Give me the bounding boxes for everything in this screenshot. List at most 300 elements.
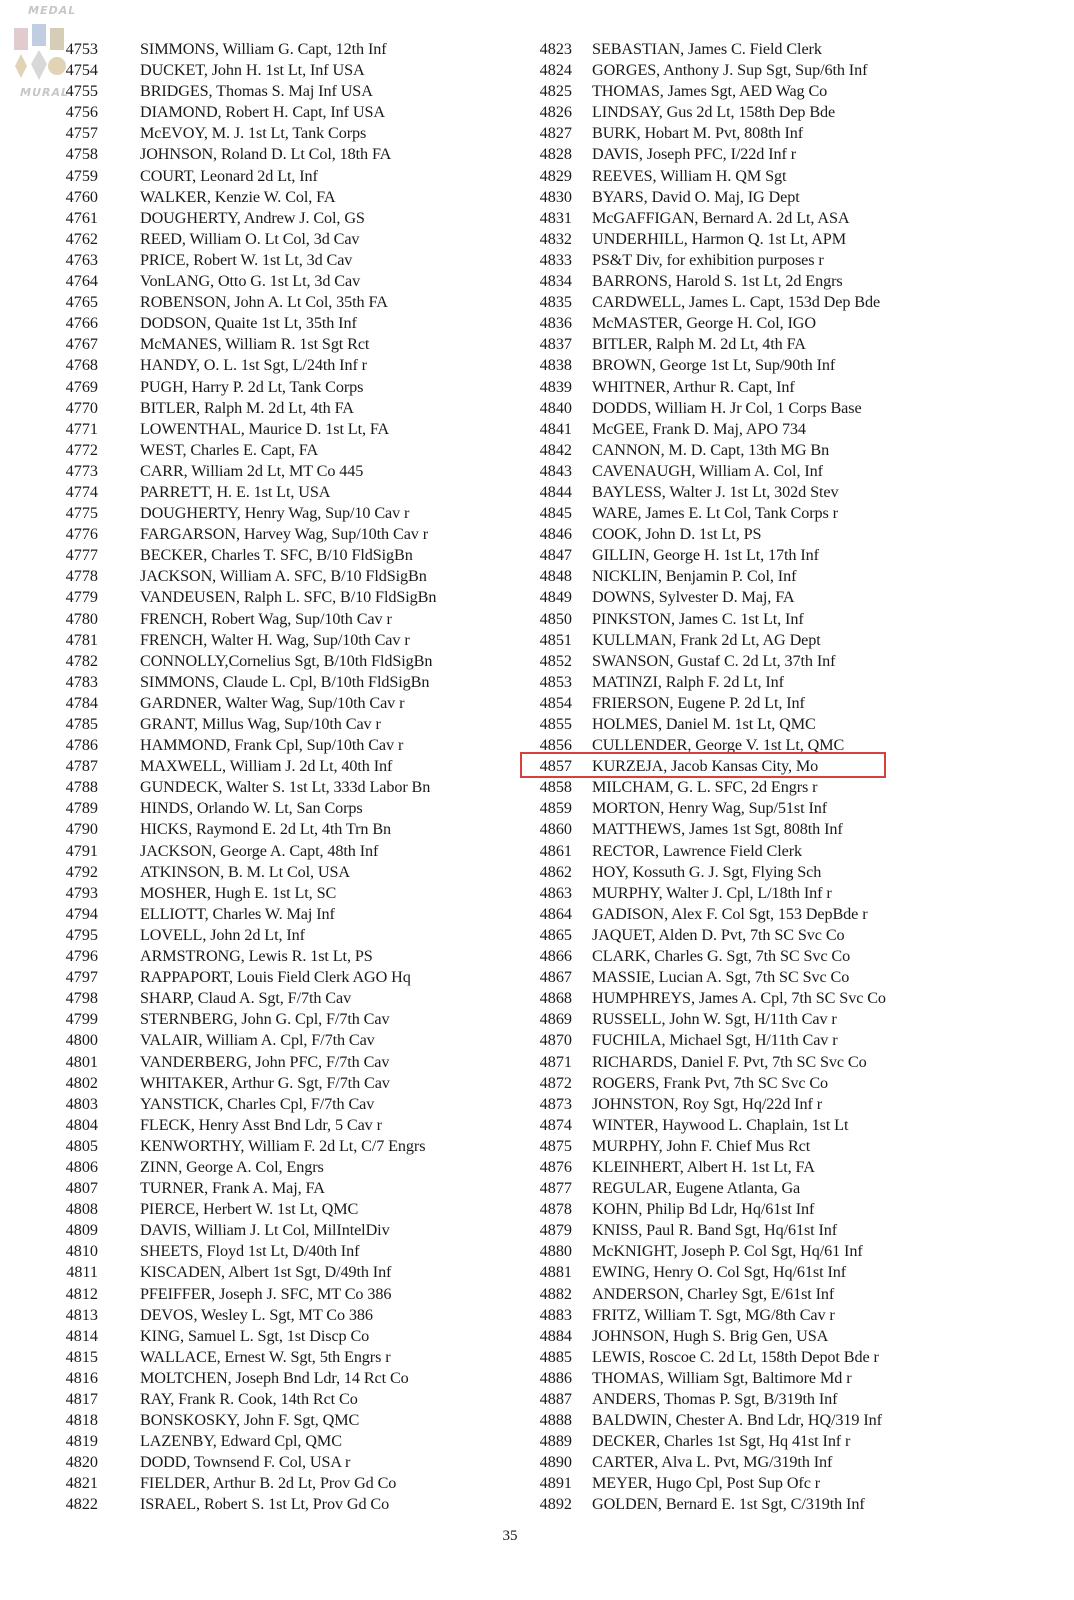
- entry-text: HOLMES, Daniel M. 1st Lt, QMC: [592, 715, 816, 733]
- entry-number: 4860: [539, 820, 572, 839]
- roster-entry: [522, 102, 962, 123]
- entry-number: 4851: [539, 630, 572, 649]
- entry-text: ANDERS, Thomas P. Sgt, B/319th Inf: [592, 1390, 838, 1408]
- roster-entry: [40, 1347, 510, 1368]
- entry-number: 4776: [65, 525, 98, 544]
- entry-text: SIMMONS, Claude L. Cpl, B/10th FldSigBn: [140, 672, 430, 691]
- roster-entry: [522, 482, 962, 503]
- roster-entry: [40, 566, 510, 587]
- entry-text: ROGERS, Frank Pvt, 7th SC Svc Co: [592, 1073, 829, 1092]
- roster-entry: [40, 187, 510, 208]
- entry-number: 4822: [65, 1495, 98, 1514]
- roster-entry: [40, 334, 510, 355]
- entry-number: 4815: [65, 1347, 98, 1366]
- entry-number: 4800: [65, 1031, 98, 1050]
- entry-text: DOUGHERTY, Henry Wag, Sup/10 Cav r: [140, 504, 410, 523]
- entry-text: GILLIN, George H. 1st Lt, 17th Inf: [592, 546, 819, 565]
- entry-number: 4839: [539, 377, 572, 396]
- entry-text: JOHNSON, Roland D. Lt Col, 18th FA: [140, 145, 392, 164]
- entry-number: 4879: [539, 1221, 572, 1240]
- entry-text: COOK, John D. 1st Lt, PS: [592, 525, 762, 544]
- entry-text: PUGH, Harry P. 2d Lt, Tank Corps: [140, 377, 364, 396]
- roster-entry: [40, 777, 510, 798]
- entry-number: 4756: [65, 103, 98, 122]
- roster-entry: [40, 904, 510, 925]
- entry-text: FRENCH, Walter H. Wag, Sup/10th Cav r: [140, 630, 410, 649]
- entry-text: STERNBERG, John G. Cpl, F/7th Cav: [140, 1010, 390, 1029]
- roster-entry: [40, 1452, 510, 1473]
- entry-number: 4810: [65, 1242, 98, 1261]
- roster-entry: [522, 1009, 962, 1030]
- roster-entry: [522, 630, 962, 651]
- roster-entry: [40, 587, 510, 608]
- roster-entry: [40, 1389, 510, 1410]
- entry-text: SWANSON, Gustaf C. 2d Lt, 37th Inf: [592, 651, 836, 670]
- roster-entry: [522, 524, 962, 545]
- entry-text: KENWORTHY, William F. 2d Lt, C/7 Engrs: [140, 1136, 426, 1155]
- roster-entry: [40, 1220, 510, 1241]
- entry-text: BECKER, Charles T. SFC, B/10 FldSigBn: [140, 546, 413, 565]
- entry-number: 4828: [539, 145, 572, 164]
- highlighted-entry-box: [520, 752, 886, 778]
- entry-text: FRENCH, Robert Wag, Sup/10th Cav r: [140, 609, 392, 628]
- entry-text: FIELDER, Arthur B. 2d Lt, Prov Gd Co: [140, 1474, 397, 1493]
- entry-number: 4809: [65, 1221, 98, 1240]
- entry-text: McGEE, Frank D. Maj, APO 734: [592, 419, 806, 438]
- entry-text: HOY, Kossuth G. J. Sgt, Flying Sch: [592, 862, 822, 881]
- entry-number: 4830: [539, 187, 572, 206]
- entry-number: 4762: [65, 229, 98, 248]
- entry-text: PINKSTON, James C. 1st Lt, Inf: [592, 609, 804, 628]
- entry-number: 4859: [539, 799, 572, 818]
- roster-entry: [40, 1326, 510, 1347]
- roster-entry: [522, 1199, 962, 1220]
- entry-number: 4785: [65, 715, 98, 733]
- entry-text: BITLER, Ralph M. 2d Lt, 4th FA: [592, 335, 806, 354]
- entry-number: 4829: [539, 166, 572, 185]
- roster-entry: [40, 419, 510, 440]
- roster-entry: [40, 946, 510, 967]
- entry-text: CARTER, Alva L. Pvt, MG/319th Inf: [592, 1453, 833, 1472]
- entry-text: ANDERSON, Charley Sgt, E/61st Inf: [592, 1284, 835, 1303]
- entry-number: 4853: [539, 672, 572, 691]
- entry-number: 4827: [539, 124, 572, 143]
- entry-number: 4801: [65, 1052, 98, 1071]
- entry-text: BROWN, George 1st Lt, Sup/90th Inf: [592, 356, 836, 375]
- entry-number: 4837: [539, 335, 572, 354]
- roster-entry: [40, 1009, 510, 1030]
- entry-text: LOWENTHAL, Maurice D. 1st Lt, FA: [140, 419, 390, 438]
- roster-entry: [522, 1178, 962, 1199]
- entry-text: MORTON, Henry Wag, Sup/51st Inf: [592, 799, 828, 818]
- entry-text: ZINN, George A. Col, Engrs: [140, 1157, 324, 1176]
- entry-number: 4836: [539, 314, 572, 333]
- entry-number: 4849: [539, 588, 572, 607]
- roster-entry: [40, 630, 510, 651]
- entry-text: HANDY, O. L. 1st Sgt, L/24th Inf r: [140, 356, 367, 375]
- roster-entry: [40, 524, 510, 545]
- entry-number: 4831: [539, 208, 572, 227]
- entry-text: UNDERHILL, Harmon Q. 1st Lt, APM: [592, 229, 846, 248]
- entry-number: 4820: [65, 1453, 98, 1472]
- roster-entry: [522, 1305, 962, 1326]
- entry-number: 4825: [539, 82, 572, 101]
- roster-entry: [522, 883, 962, 904]
- roster-entry: [40, 355, 510, 376]
- entry-number: 4845: [539, 504, 572, 523]
- entry-text: HINDS, Orlando W. Lt, San Corps: [140, 799, 363, 818]
- entry-number: 4862: [539, 862, 572, 881]
- roster-entry: [522, 1347, 962, 1368]
- entry-text: FARGARSON, Harvey Wag, Sup/10th Cav r: [140, 525, 429, 544]
- entry-number: 4813: [65, 1305, 98, 1324]
- entry-number: 4780: [65, 609, 98, 628]
- entry-number: 4766: [65, 314, 98, 333]
- entry-number: 4755: [65, 82, 98, 101]
- entry-text: WINTER, Haywood L. Chaplain, 1st Lt: [592, 1115, 849, 1134]
- entry-number: 4841: [539, 419, 572, 438]
- entry-text: THOMAS, James Sgt, AED Wag Co: [592, 82, 828, 101]
- entry-number: 4833: [539, 250, 572, 269]
- entry-text: GRANT, Millus Wag, Sup/10th Cav r: [140, 715, 381, 733]
- roster-entry: [40, 735, 510, 756]
- entry-text: WALKER, Kenzie W. Col, FA: [140, 187, 336, 206]
- roster-entry: [522, 1284, 962, 1305]
- entry-number: 4821: [65, 1474, 98, 1493]
- roster-entry: [522, 1136, 962, 1157]
- entry-text: BALDWIN, Chester A. Bnd Ldr, HQ/319 Inf: [592, 1411, 882, 1430]
- entry-text: ISRAEL, Robert S. 1st Lt, Prov Gd Co: [140, 1495, 390, 1514]
- entry-text: JOHNSTON, Roy Sgt, Hq/22d Inf r: [592, 1094, 822, 1113]
- roster-entry: [40, 651, 510, 672]
- entry-number: 4858: [539, 778, 572, 797]
- roster-entry: [522, 1473, 962, 1494]
- roster-entry: [522, 334, 962, 355]
- roster-entry: [40, 123, 510, 144]
- watermark-text-top: MEDAL: [26, 4, 78, 17]
- entry-text: GORGES, Anthony J. Sup Sgt, Sup/6th Inf: [592, 61, 868, 80]
- roster-entry: [522, 566, 962, 587]
- entry-text: SHARP, Claud A. Sgt, F/7th Cav: [140, 989, 352, 1008]
- entry-number: 4778: [65, 567, 98, 586]
- entry-number: 4823: [539, 40, 572, 58]
- entry-number: 4786: [65, 736, 98, 755]
- entry-text: WARE, James E. Lt Col, Tank Corps r: [592, 504, 838, 523]
- entry-number: 4885: [539, 1347, 572, 1366]
- entry-number: 4846: [539, 525, 572, 544]
- entry-number: 4872: [539, 1073, 572, 1092]
- entry-number: 4798: [65, 989, 98, 1008]
- entry-text: RUSSELL, John W. Sgt, H/11th Cav r: [592, 1010, 837, 1029]
- roster-entry: [522, 1030, 962, 1051]
- entry-text: JOHNSON, Hugh S. Brig Gen, USA: [592, 1326, 829, 1345]
- entry-number: 4864: [539, 904, 572, 923]
- entry-number: 4759: [65, 166, 98, 185]
- entry-text: THOMAS, William Sgt, Baltimore Md r: [592, 1368, 852, 1387]
- roster-entry: [40, 862, 510, 883]
- entry-number: 4803: [65, 1094, 98, 1113]
- entry-text: WHITNER, Arthur R. Capt, Inf: [592, 377, 795, 396]
- roster-entry: [40, 1115, 510, 1136]
- entry-number: 4826: [539, 103, 572, 122]
- roster-entry: [522, 1073, 962, 1094]
- entry-number: 4761: [65, 208, 98, 227]
- entry-text: HUMPHREYS, James A. Cpl, 7th SC Svc Co: [592, 989, 886, 1008]
- roster-entry: [40, 1410, 510, 1431]
- entry-text: LEWIS, Roscoe C. 2d Lt, 158th Depot Bde r: [592, 1347, 879, 1366]
- entry-text: MAXWELL, William J. 2d Lt, 40th Inf: [140, 757, 393, 776]
- entry-text: SEBASTIAN, James C. Field Clerk: [592, 40, 822, 58]
- entry-number: 4819: [65, 1432, 98, 1451]
- entry-number: 4847: [539, 546, 572, 565]
- entry-text: DEVOS, Wesley L. Sgt, MT Co 386: [140, 1305, 373, 1324]
- roster-entry: [40, 1284, 510, 1305]
- roster-entry: [522, 39, 962, 60]
- entry-text: McMANES, William R. 1st Sgt Rct: [140, 335, 370, 354]
- entry-number: 4794: [65, 904, 98, 923]
- entry-number: 4774: [65, 482, 98, 501]
- entry-text: REEVES, William H. QM Sgt: [592, 166, 787, 185]
- entry-text: WEST, Charles E. Capt, FA: [140, 440, 319, 459]
- roster-entry: [522, 1368, 962, 1389]
- entry-text: DOUGHERTY, Andrew J. Col, GS: [140, 208, 365, 227]
- roster-entry: [522, 313, 962, 334]
- entry-number: 4789: [65, 799, 98, 818]
- entry-text: MURPHY, John F. Chief Mus Rct: [592, 1136, 811, 1155]
- entry-text: LAZENBY, Edward Cpl, QMC: [140, 1432, 342, 1451]
- entry-number: 4867: [539, 968, 572, 987]
- entry-text: CONNOLLY,Cornelius Sgt, B/10th FldSigBn: [140, 651, 433, 670]
- entry-number: 4783: [65, 672, 98, 691]
- entry-text: WALLACE, Ernest W. Sgt, 5th Engrs r: [140, 1347, 391, 1366]
- roster-entry: [522, 1262, 962, 1283]
- roster-entry: [522, 1452, 962, 1473]
- roster-entry: [522, 60, 962, 81]
- entry-number: 4881: [539, 1263, 572, 1282]
- entry-number: 4848: [539, 567, 572, 586]
- entry-number: 4868: [539, 989, 572, 1008]
- roster-entry: [522, 398, 962, 419]
- entry-text: JACKSON, William A. SFC, B/10 FldSigBn: [140, 567, 427, 586]
- roster-entry: [522, 250, 962, 271]
- roster-entry: [522, 925, 962, 946]
- roster-entry: [40, 208, 510, 229]
- entry-number: 4769: [65, 377, 98, 396]
- roster-entry: [40, 1073, 510, 1094]
- roster-entry: [40, 967, 510, 988]
- entry-text: COURT, Leonard 2d Lt, Inf: [140, 166, 318, 185]
- entry-number: 4811: [66, 1263, 98, 1282]
- entry-text: FUCHILA, Michael Sgt, H/11th Cav r: [592, 1031, 838, 1050]
- entry-text: MILCHAM, G. L. SFC, 2d Engrs r: [592, 778, 818, 797]
- page-number: 35: [502, 1528, 518, 1544]
- entry-number: 4791: [65, 841, 98, 860]
- entry-text: DECKER, Charles 1st Sgt, Hq 41st Inf r: [592, 1432, 851, 1451]
- entry-number: 4808: [65, 1200, 98, 1219]
- roster-entry: [522, 862, 962, 883]
- roster-entry: [522, 988, 962, 1009]
- roster-entry: [522, 946, 962, 967]
- entry-number: 4768: [65, 356, 98, 375]
- entry-number: 4863: [539, 883, 572, 902]
- roster-entry: [40, 39, 510, 60]
- roster-entry: [522, 1431, 962, 1452]
- entry-text: KURZEJA, Jacob Kansas City, Mo: [592, 757, 819, 776]
- roster-entry: [522, 166, 962, 187]
- entry-number: 4852: [539, 651, 572, 670]
- entry-text: BARRONS, Harold S. 1st Lt, 2d Engrs: [592, 272, 843, 291]
- entry-text: NICKLIN, Benjamin P. Col, Inf: [592, 567, 797, 586]
- roster-entry: [40, 292, 510, 313]
- roster-entry: [40, 60, 510, 81]
- roster-entry: [522, 1220, 962, 1241]
- roster-entry: [522, 1094, 962, 1115]
- entry-text: McEVOY, M. J. 1st Lt, Tank Corps: [140, 124, 367, 143]
- roster-entry: [522, 819, 962, 840]
- entry-number: 4891: [539, 1474, 572, 1493]
- entry-text: CULLENDER, George V. 1st Lt, QMC: [592, 736, 845, 755]
- entry-text: PIERCE, Herbert W. 1st Lt, QMC: [140, 1200, 359, 1219]
- entry-number: 4889: [539, 1432, 572, 1451]
- entry-number: 4892: [539, 1495, 572, 1514]
- roster-entry: [40, 925, 510, 946]
- entry-text: FRITZ, William T. Sgt, MG/8th Cav r: [592, 1305, 835, 1324]
- entry-number: 4856: [539, 736, 572, 755]
- roster-entry: [40, 461, 510, 482]
- entry-text: GOLDEN, Bernard E. 1st Sgt, C/319th Inf: [592, 1495, 865, 1514]
- entry-number: 4802: [65, 1073, 98, 1092]
- entry-text: CLARK, Charles G. Sgt, 7th SC Svc Co: [592, 947, 851, 966]
- roster-entry: [40, 714, 510, 735]
- entry-number: 4870: [539, 1031, 572, 1050]
- roster-entry: [522, 672, 962, 693]
- entry-number: 4782: [65, 651, 98, 670]
- roster-entry: [522, 503, 962, 524]
- entry-number: 4764: [65, 272, 98, 291]
- entry-text: GARDNER, Walter Wag, Sup/10th Cav r: [140, 693, 405, 712]
- roster-entry: [40, 609, 510, 630]
- entry-number: 4796: [65, 947, 98, 966]
- entry-number: 4890: [539, 1453, 572, 1472]
- roster-entry: [40, 1241, 510, 1262]
- entry-number: 4850: [539, 609, 572, 628]
- entry-text: HAMMOND, Frank Cpl, Sup/10th Cav r: [140, 736, 404, 755]
- entry-text: MOSHER, Hugh E. 1st Lt, SC: [140, 883, 337, 902]
- entry-number: 4884: [539, 1326, 572, 1345]
- roster-entry: [522, 271, 962, 292]
- entry-text: LOVELL, John 2d Lt, Inf: [140, 925, 305, 944]
- entry-text: REGULAR, Eugene Atlanta, Ga: [592, 1179, 801, 1198]
- entry-text: BONSKOSKY, John F. Sgt, QMC: [140, 1411, 360, 1430]
- entry-text: SHEETS, Floyd 1st Lt, D/40th Inf: [140, 1242, 360, 1261]
- roster-entry: [40, 841, 510, 862]
- roster-entry: [40, 482, 510, 503]
- entry-number: 4842: [539, 440, 572, 459]
- roster-entry: [522, 587, 962, 608]
- entry-text: RECTOR, Lawrence Field Clerk: [592, 841, 802, 860]
- entry-number: 4873: [539, 1094, 572, 1113]
- roster-entry: [522, 545, 962, 566]
- entry-number: 4888: [539, 1411, 572, 1430]
- entry-number: 4883: [539, 1305, 572, 1324]
- entry-text: MOLTCHEN, Joseph Bnd Ldr, 14 Rct Co: [140, 1368, 409, 1387]
- entry-text: GUNDECK, Walter S. 1st Lt, 333d Labor Bn: [140, 778, 431, 797]
- entry-number: 4854: [539, 693, 572, 712]
- entry-number: 4790: [65, 820, 98, 839]
- roster-entry: [40, 672, 510, 693]
- entry-text: TURNER, Frank A. Maj, FA: [140, 1179, 325, 1198]
- roster-entry: [522, 292, 962, 313]
- entry-text: FRIERSON, Eugene P. 2d Lt, Inf: [592, 693, 805, 712]
- roster-entry: [40, 1494, 510, 1515]
- roster-entry: [40, 1030, 510, 1051]
- entry-number: 4773: [65, 461, 98, 480]
- entry-text: RICHARDS, Daniel F. Pvt, 7th SC Svc Co: [592, 1052, 867, 1071]
- roster-entry: [522, 651, 962, 672]
- entry-text: MATTHEWS, James 1st Sgt, 808th Inf: [592, 820, 843, 839]
- entry-text: FLECK, Henry Asst Bnd Ldr, 5 Cav r: [140, 1115, 382, 1134]
- entry-text: BURK, Hobart M. Pvt, 808th Inf: [592, 124, 804, 143]
- entry-number: 4804: [65, 1115, 98, 1134]
- entry-number: 4840: [539, 398, 572, 417]
- entry-text: KNISS, Paul R. Band Sgt, Hq/61st Inf: [592, 1221, 838, 1240]
- entry-number: 4806: [65, 1157, 98, 1176]
- entry-text: VonLANG, Otto G. 1st Lt, 3d Cav: [140, 272, 361, 291]
- entry-number: 4876: [539, 1157, 572, 1176]
- roster-entry: [40, 1473, 510, 1494]
- entry-number: 4793: [65, 883, 98, 902]
- entry-number: 4799: [65, 1010, 98, 1029]
- watermark-text-bottom: MURAL: [18, 86, 71, 99]
- entry-text: RAPPAPORT, Louis Field Clerk AGO Hq: [140, 968, 411, 987]
- entry-number: 4865: [539, 925, 572, 944]
- entry-number: 4795: [65, 925, 98, 944]
- entry-text: McGAFFIGAN, Bernard A. 2d Lt, ASA: [592, 208, 850, 227]
- roster-entry: [522, 419, 962, 440]
- entry-text: ELLIOTT, Charles W. Maj Inf: [140, 904, 335, 923]
- roster-entry: [40, 819, 510, 840]
- entry-text: SIMMONS, William G. Capt, 12th Inf: [140, 40, 387, 58]
- entry-number: 4882: [539, 1284, 572, 1303]
- entry-text: BYARS, David O. Maj, IG Dept: [592, 187, 800, 206]
- roster-entry: [40, 1094, 510, 1115]
- entry-text: DOWNS, Sylvester D. Maj, FA: [592, 588, 795, 607]
- roster-entry: [40, 545, 510, 566]
- roster-entry: [40, 271, 510, 292]
- entry-text: KISCADEN, Albert 1st Sgt, D/49th Inf: [140, 1263, 392, 1282]
- entry-number: 4763: [65, 250, 98, 269]
- entry-number: 4770: [65, 398, 98, 417]
- entry-number: 4779: [65, 588, 98, 607]
- roster-entry: [522, 208, 962, 229]
- entry-text: PFEIFFER, Joseph J. SFC, MT Co 386: [140, 1284, 392, 1303]
- entry-number: 4775: [65, 504, 98, 523]
- roster-entry: [522, 440, 962, 461]
- entry-number: 4857: [539, 757, 572, 776]
- entry-number: 4787: [65, 757, 98, 776]
- roster-entry: [522, 1115, 962, 1136]
- entry-text: PRICE, Robert W. 1st Lt, 3d Cav: [140, 250, 353, 269]
- roster-entry: [522, 377, 962, 398]
- roster-entry: [40, 756, 510, 777]
- roster-entry: [522, 777, 962, 798]
- entry-text: RAY, Frank R. Cook, 14th Rct Co: [140, 1390, 358, 1408]
- entry-text: WHITAKER, Arthur G. Sgt, F/7th Cav: [140, 1073, 390, 1092]
- roster-entry: [40, 398, 510, 419]
- roster-entry: [40, 377, 510, 398]
- entry-text: JAQUET, Alden D. Pvt, 7th SC Svc Co: [592, 925, 845, 944]
- roster-entry: [40, 1431, 510, 1452]
